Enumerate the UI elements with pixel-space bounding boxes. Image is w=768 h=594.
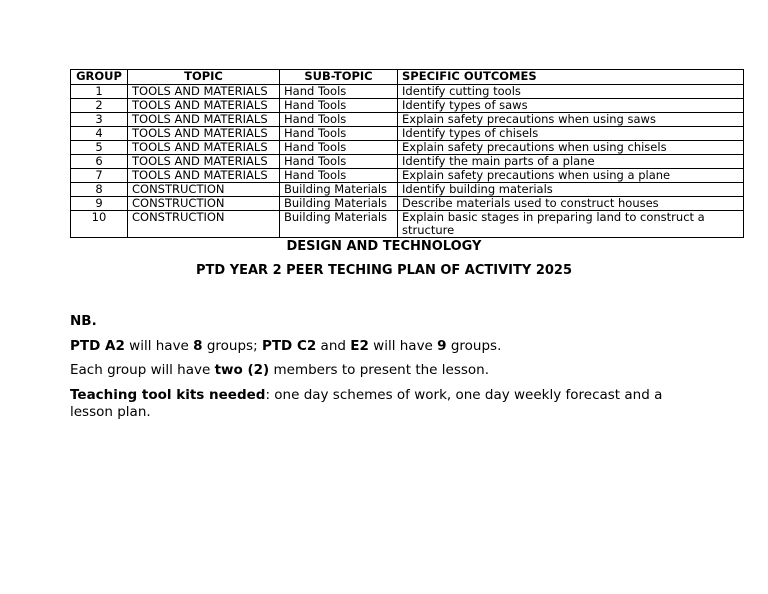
header-sub-topic: SUB-TOPIC xyxy=(280,70,398,85)
member-count: two (2) xyxy=(214,362,270,378)
cell-topic: CONSTRUCTION xyxy=(128,183,280,197)
cell-group: 5 xyxy=(71,141,128,155)
cell-topic: TOOLS AND MATERIALS xyxy=(128,155,280,169)
cell-specific-outcome: Identify building materials xyxy=(398,183,744,197)
table-header-row xyxy=(71,70,744,85)
cell-topic: TOOLS AND MATERIALS xyxy=(128,127,280,141)
table-row xyxy=(71,127,744,141)
table-row xyxy=(71,99,744,113)
cell-group: 4 xyxy=(71,127,128,141)
cell-sub-topic: Building Materials xyxy=(280,211,398,238)
table-row xyxy=(71,211,744,238)
cell-specific-outcome: Identify the main parts of a plane xyxy=(398,155,744,169)
cell-sub-topic: Hand Tools xyxy=(280,99,398,113)
subject-title: DESIGN AND TECHNOLOGY xyxy=(286,239,482,254)
header-group: GROUP xyxy=(71,70,128,85)
cell-group: 3 xyxy=(71,113,128,127)
cell-sub-topic: Hand Tools xyxy=(280,113,398,127)
cell-specific-outcome: Identify cutting tools xyxy=(398,85,744,99)
table-body xyxy=(71,85,744,238)
cell-topic: TOOLS AND MATERIALS xyxy=(128,169,280,183)
table-row xyxy=(71,85,744,99)
cell-topic: TOOLS AND MATERIALS xyxy=(128,141,280,155)
cell-specific-outcome: Explain safety precautions when using saws xyxy=(398,113,744,127)
cell-specific-outcome: Explain safety precautions when using a plane xyxy=(398,169,744,183)
cell-sub-topic: Hand Tools xyxy=(280,155,398,169)
nb-heading: NB. xyxy=(70,313,97,329)
cell-sub-topic: Building Materials xyxy=(280,183,398,197)
members-note: Each group will have two (2) members to present the lesson. xyxy=(70,362,489,378)
cell-sub-topic: Building Materials xyxy=(280,197,398,211)
group-count-9: 9 xyxy=(437,338,447,354)
group-count-8: 8 xyxy=(193,338,203,354)
cell-group: 2 xyxy=(71,99,128,113)
cell-specific-outcome: Explain safety precautions when using chisels xyxy=(398,141,744,155)
cell-group: 6 xyxy=(71,155,128,169)
cell-topic: CONSTRUCTION xyxy=(128,211,280,238)
cell-sub-topic: Hand Tools xyxy=(280,169,398,183)
peer-teaching-plan-table xyxy=(70,69,744,238)
table-row xyxy=(71,183,744,197)
table-row xyxy=(71,141,744,155)
cell-specific-outcome: Describe materials used to construct houses xyxy=(398,197,744,211)
cell-group: 10 xyxy=(71,211,128,238)
plan-title: PTD YEAR 2 PEER TECHING PLAN OF ACTIVITY 2025 xyxy=(195,263,572,278)
cell-group: 1 xyxy=(71,85,128,99)
cell-specific-outcome: Identify types of chisels xyxy=(398,127,744,141)
table-row xyxy=(71,155,744,169)
table-row xyxy=(71,197,744,211)
class-c2: PTD C2 xyxy=(261,338,317,354)
header-specific-outcomes: SPECIFIC OUTCOMES xyxy=(398,70,744,85)
cell-specific-outcome: Explain basic stages in preparing land to construct a structure xyxy=(398,211,744,238)
class-a2: PTD A2 xyxy=(70,338,125,354)
tool-kits-note: Teaching tool kits needed: one day schemes of work, one day weekly forecast and a lesson plan. xyxy=(70,387,663,420)
cell-topic: TOOLS AND MATERIALS xyxy=(128,113,280,127)
tool-kits-label: Teaching tool kits needed xyxy=(70,387,266,403)
cell-topic: CONSTRUCTION xyxy=(128,197,280,211)
header-topic: TOPIC xyxy=(128,70,280,85)
table-row xyxy=(71,113,744,127)
cell-sub-topic: Hand Tools xyxy=(280,127,398,141)
cell-topic: TOOLS AND MATERIALS xyxy=(128,99,280,113)
cell-specific-outcome: Identify types of saws xyxy=(398,99,744,113)
cell-sub-topic: Hand Tools xyxy=(280,141,398,155)
table-row xyxy=(71,169,744,183)
cell-group: 9 xyxy=(71,197,128,211)
cell-group: 8 xyxy=(71,183,128,197)
cell-topic: TOOLS AND MATERIALS xyxy=(128,85,280,99)
cell-sub-topic: Hand Tools xyxy=(280,85,398,99)
class-e2: E2 xyxy=(350,338,369,354)
cell-group: 7 xyxy=(71,169,128,183)
groups-note: PTD A2 will have 8 groups; PTD C2 and E2 will have 9 groups. xyxy=(70,338,502,354)
